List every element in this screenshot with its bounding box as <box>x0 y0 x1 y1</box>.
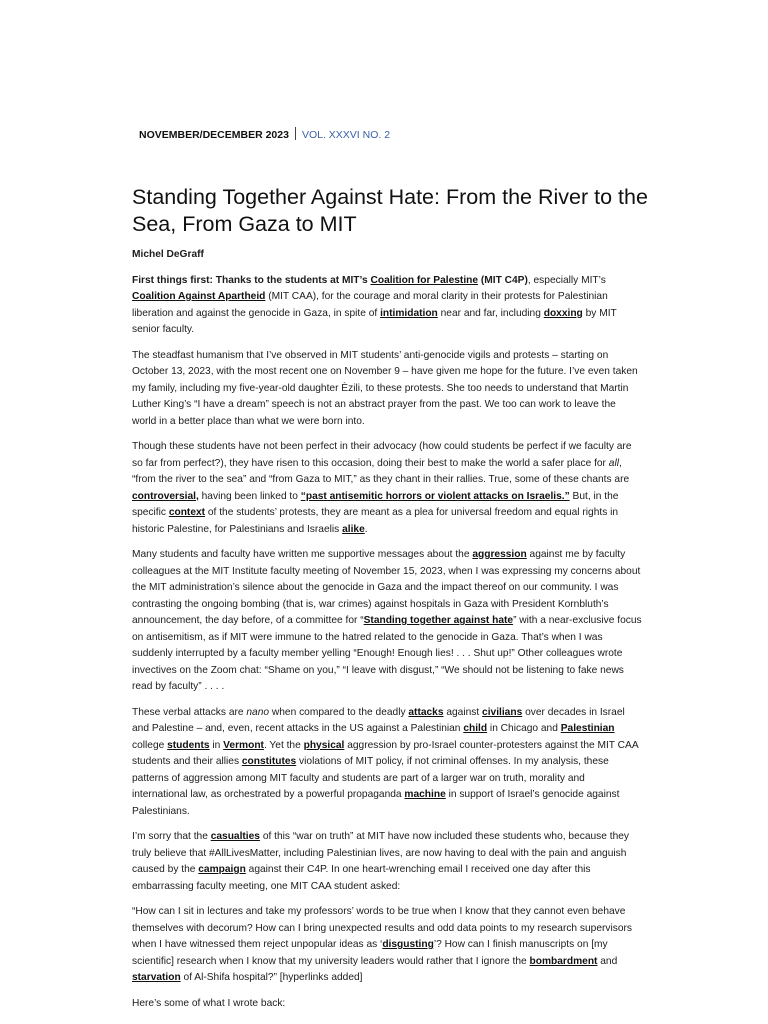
link-child[interactable]: child <box>463 723 488 734</box>
link-starvation[interactable]: starvation <box>132 972 181 983</box>
link-past-antisemitic-horrors[interactable]: “past antisemitic horrors or violent attacks on Israelis.” <box>300 490 570 502</box>
link-students[interactable]: students <box>167 739 210 751</box>
paragraph-2: The steadfast humanism that I’ve observed in MIT students’ anti-genocide vigils and protests – starting on October 13, 2023, with the most recent one on November 9 – have given me hope for the future. I’ve even taken my family, including my five-year-old daughter Èzili, to these protests. She too needs to understand that Martin Luther King’s “I have a dream” speech is not an abstract prayer from the past. We too can work to leave the world in a better place than what we were born into. <box>132 349 638 427</box>
link-intimidation[interactable]: intimidation <box>380 307 438 319</box>
emphasis-all: all <box>608 457 619 469</box>
issue-line <box>139 127 390 142</box>
link-coalition-against-apartheid[interactable]: Coalition Against Apartheid <box>132 291 266 302</box>
link-physical[interactable]: physical <box>303 739 345 751</box>
paragraph-7-quote: “How can I sit in lectures and take my professors’ words to be true when I know that they cannot even behave themselves with decorum? How can I bring unexpected results and odd data points to my research supervisors when I have witnessed them reject unpopular ideas as ‘disgusting’? How can I finish manuscripts on [my scientific] research when I know that my university leaders would rather that I ignore the bombardment and starvation of Al-Shifa hospital?” [hyperlinks added] <box>132 906 633 983</box>
link-aggression[interactable]: aggression <box>472 549 527 560</box>
link-casualties[interactable]: casualties <box>210 831 260 842</box>
link-civilians[interactable]: civilians <box>482 706 523 718</box>
article-body <box>132 247 642 1021</box>
link-coalition-for-palestine[interactable]: Coalition for Palestine <box>370 274 479 286</box>
link-controversial[interactable]: controversial, <box>132 490 199 502</box>
article-author: Michel DeGraff <box>132 249 204 260</box>
link-alike[interactable]: alike <box>342 523 365 535</box>
emphasis-nano: nano <box>246 706 270 718</box>
p1-lead: First things first: Thanks to the students at MIT’s Coalition for Palestine (MIT C4P) <box>132 274 528 286</box>
issue-volume-link[interactable]: VOL. XXXVI NO. 2 <box>301 129 391 141</box>
link-disgusting[interactable]: disgusting <box>382 939 434 950</box>
paragraph-6: I’m sorry that the casualties of this “war on truth” at MIT have now included these students who, because they truly believe that #AllLivesMatter, including Palestinian lives, are now having to deal with the pain and anguish caused by the campaign against their C4P. In one heart-wrenching email I received one day after this embarrassing faculty meeting, one MIT CAA student asked: <box>132 831 630 892</box>
paragraph-3: Though these students have not been perfect in their advocacy (how could students be perfect if we faculty are so far from perfect?), they have risen to this occasion, doing their best to make the world a safer place for all, “from the river to the sea” and “from Gaza to MIT,” as they chant in their rallies. True, some of these chants are controversial, having been linked to “past antisemitic horrors or violent attacks on Israelis.” But, in the specific context of the students’ protests, they are meant as a plea for universal freedom and equal rights in historic Palestine, for Palestinians and Israelis alike. <box>132 441 632 535</box>
paragraph-5: These verbal attacks are nano when compared to the deadly attacks against civilians over decades in Israel and Palestine – and, even, recent attacks in the US against a Palestinian child in Chicago and Palestinian college students in Vermont. Yet the physical aggression by pro-Israel counter-protesters against the MIT CAA students and their allies constitutes violations of MIT policy, if not criminal offenses. In my analysis, these patterns of aggression among MIT faculty and students are part of a larger war on truth, morality and international law, as orchestrated by a powerful propaganda machine in support of Israel’s genocide against Palestinians. <box>132 706 639 817</box>
link-vermont[interactable]: Vermont <box>223 739 264 751</box>
paragraph-1: First things first: Thanks to the students at MIT’s Coalition for Palestine (MIT C4P), especially MIT’s Coalition Against Apartheid (MIT CAA), for the courage and moral clarity in their protests for Palestinian liberation and against the genocide in Gaza, in spite of intimidation near and far, including doxxing by MIT senior faculty. <box>132 274 617 335</box>
issue-date: NOVEMBER/DECEMBER 2023 <box>139 129 289 141</box>
link-machine[interactable]: machine <box>404 789 446 800</box>
paragraph-8: Here’s some of what I wrote back: <box>132 997 286 1009</box>
link-context[interactable]: context <box>168 507 206 518</box>
link-standing-together-against-hate[interactable]: Standing together against hate <box>363 615 514 626</box>
paragraph-4: Many students and faculty have written me supportive messages about the aggression against me by faculty colleagues at the MIT Institute faculty meeting of November 15, 2023, when I was expressing my concerns about the MIT administration’s silence about the genocide in Gaza and the impact thereof on our community. I was contrasting the ongoing bombing (that is, war crimes) against hospitals in Gaza with President Kornbluth’s announcement, the day before, of a committee for “Standing together against hate” with a near-exclusive focus on antisemitism, as if MIT were immune to the hatred related to the genocide in Gaza. That’s when I was suddenly interrupted by a faculty member yelling “Enough! Enough lies! . . . Shut up!” Other colleagues wrote invectives on the Zoom chat: “Shame on you,” “I leave with disgust,” “We should not be listening to fake news read by faculty” . . . . <box>132 549 642 692</box>
link-campaign[interactable]: campaign <box>198 864 246 875</box>
link-constitutes[interactable]: constitutes <box>241 756 297 767</box>
link-bombardment[interactable]: bombardment <box>529 955 598 967</box>
link-attacks[interactable]: attacks <box>408 706 444 718</box>
article-title: Standing Together Against Hate: From the River to the Sea, From Gaza to MIT <box>132 185 648 236</box>
link-palestinian[interactable]: Palestinian <box>560 723 615 734</box>
issue-separator <box>295 127 296 140</box>
link-doxxing[interactable]: doxxing <box>543 307 583 319</box>
